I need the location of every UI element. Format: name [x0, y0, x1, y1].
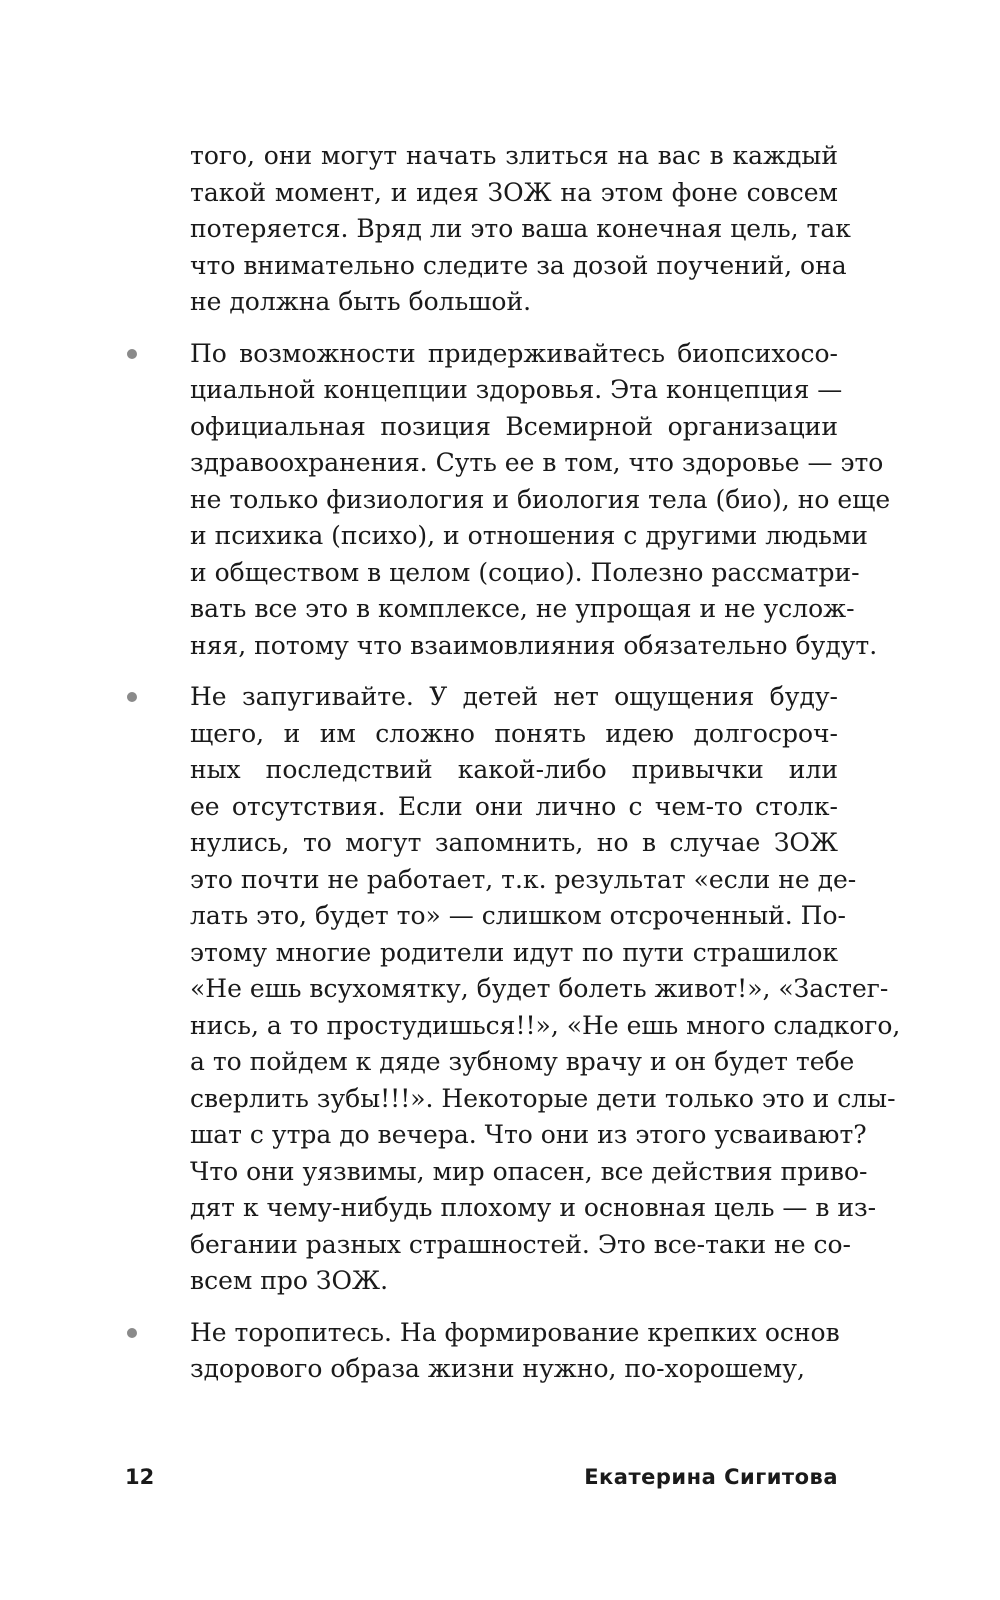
text-line: «Не ешь всухомятку, будет болеть живот!», «Застег-: [190, 974, 889, 1003]
text-line: ных последствий какой-либо привычки или: [190, 755, 838, 784]
bullet-icon: [127, 349, 137, 359]
text-line: здравоохранения. Суть ее в том, что здоровье — это: [190, 448, 884, 477]
text-line: Не торопитесь. На формирование крепких основ: [190, 1317, 840, 1347]
bullet-icon: [127, 1328, 137, 1338]
text-line: а то пойдем к дяде зубному врачу и он будет тебе: [190, 1047, 855, 1076]
bullet-paragraph: [190, 679, 901, 1300]
text-line: щего, и им сложно понять идею долгосроч-: [190, 718, 838, 748]
paragraph: [190, 138, 851, 321]
text-line: дят к чему-нибудь плохому и основная цель — в из-: [190, 1193, 877, 1222]
text-line: здорового образа жизни нужно, по-хорошему,: [190, 1354, 805, 1383]
text-line: няя, потому что взаимовлияния обязательно будут.: [190, 630, 878, 660]
text-line: ее отсутствия. Если они лично с чем-то столк-: [190, 791, 838, 821]
body-text: [190, 138, 901, 1388]
text-line: этому многие родители идут по пути страшилок: [190, 937, 838, 967]
text-line: бегании разных страшностей. Это все-таки не со-: [190, 1229, 851, 1259]
bullet-icon: [127, 692, 137, 702]
text-line: всем про ЗОЖ.: [190, 1266, 389, 1295]
text-line: такой момент, и идея ЗОЖ на этом фоне совсем: [190, 177, 838, 207]
text-line: не должна быть большой.: [190, 287, 532, 316]
text-line: того, они могут начать злиться на вас в каждый: [190, 141, 838, 170]
text-line: лать это, будет то» — слишком отсроченный. По-: [190, 901, 846, 930]
page-footer: [125, 1465, 838, 1495]
text-line: сверлить зубы!!!». Некоторые дети только это и слы-: [190, 1083, 896, 1113]
text-line: По возможности придерживайтесь биопсихосо-: [190, 338, 838, 368]
bullet-paragraph: [190, 336, 891, 665]
running-head-author: Екатерина Сигитова: [584, 1465, 838, 1489]
text-line: и обществом в целом (социо). Полезно рассматри-: [190, 557, 860, 587]
text-line: не только физиология и биология тела (био), но еще: [190, 484, 891, 514]
text-line: официальная позиция Всемирной организации: [190, 411, 838, 441]
page-number: 12: [125, 1465, 155, 1489]
text-line: Не запугивайте. У детей нет ощущения буду-: [190, 682, 838, 711]
text-line: нулись, то могут запомнить, но в случае ЗОЖ: [190, 828, 838, 857]
text-line: нись, а то простудишься!!», «Не ешь много сладкого,: [190, 1010, 901, 1040]
text-line: и психика (психо), и отношения с другими людьми: [190, 521, 868, 550]
text-line: что внимательно следите за дозой поучений, она: [190, 250, 847, 280]
text-line: Что они уязвимы, мир опасен, все действия приво-: [190, 1156, 868, 1186]
text-line: циальной концепции здоровья. Эта концепция —: [190, 375, 843, 404]
text-line: вать все это в комплексе, не упрощая и не услож-: [190, 594, 855, 623]
text-line: это почти не работает, т.к. результат «если не де-: [190, 864, 857, 894]
bullet-paragraph: [190, 1315, 838, 1388]
text-line: шат с утра до вечера. Что они из этого усваивают?: [190, 1120, 867, 1149]
text-line: потеряется. Вряд ли это ваша конечная цель, так: [190, 214, 851, 243]
